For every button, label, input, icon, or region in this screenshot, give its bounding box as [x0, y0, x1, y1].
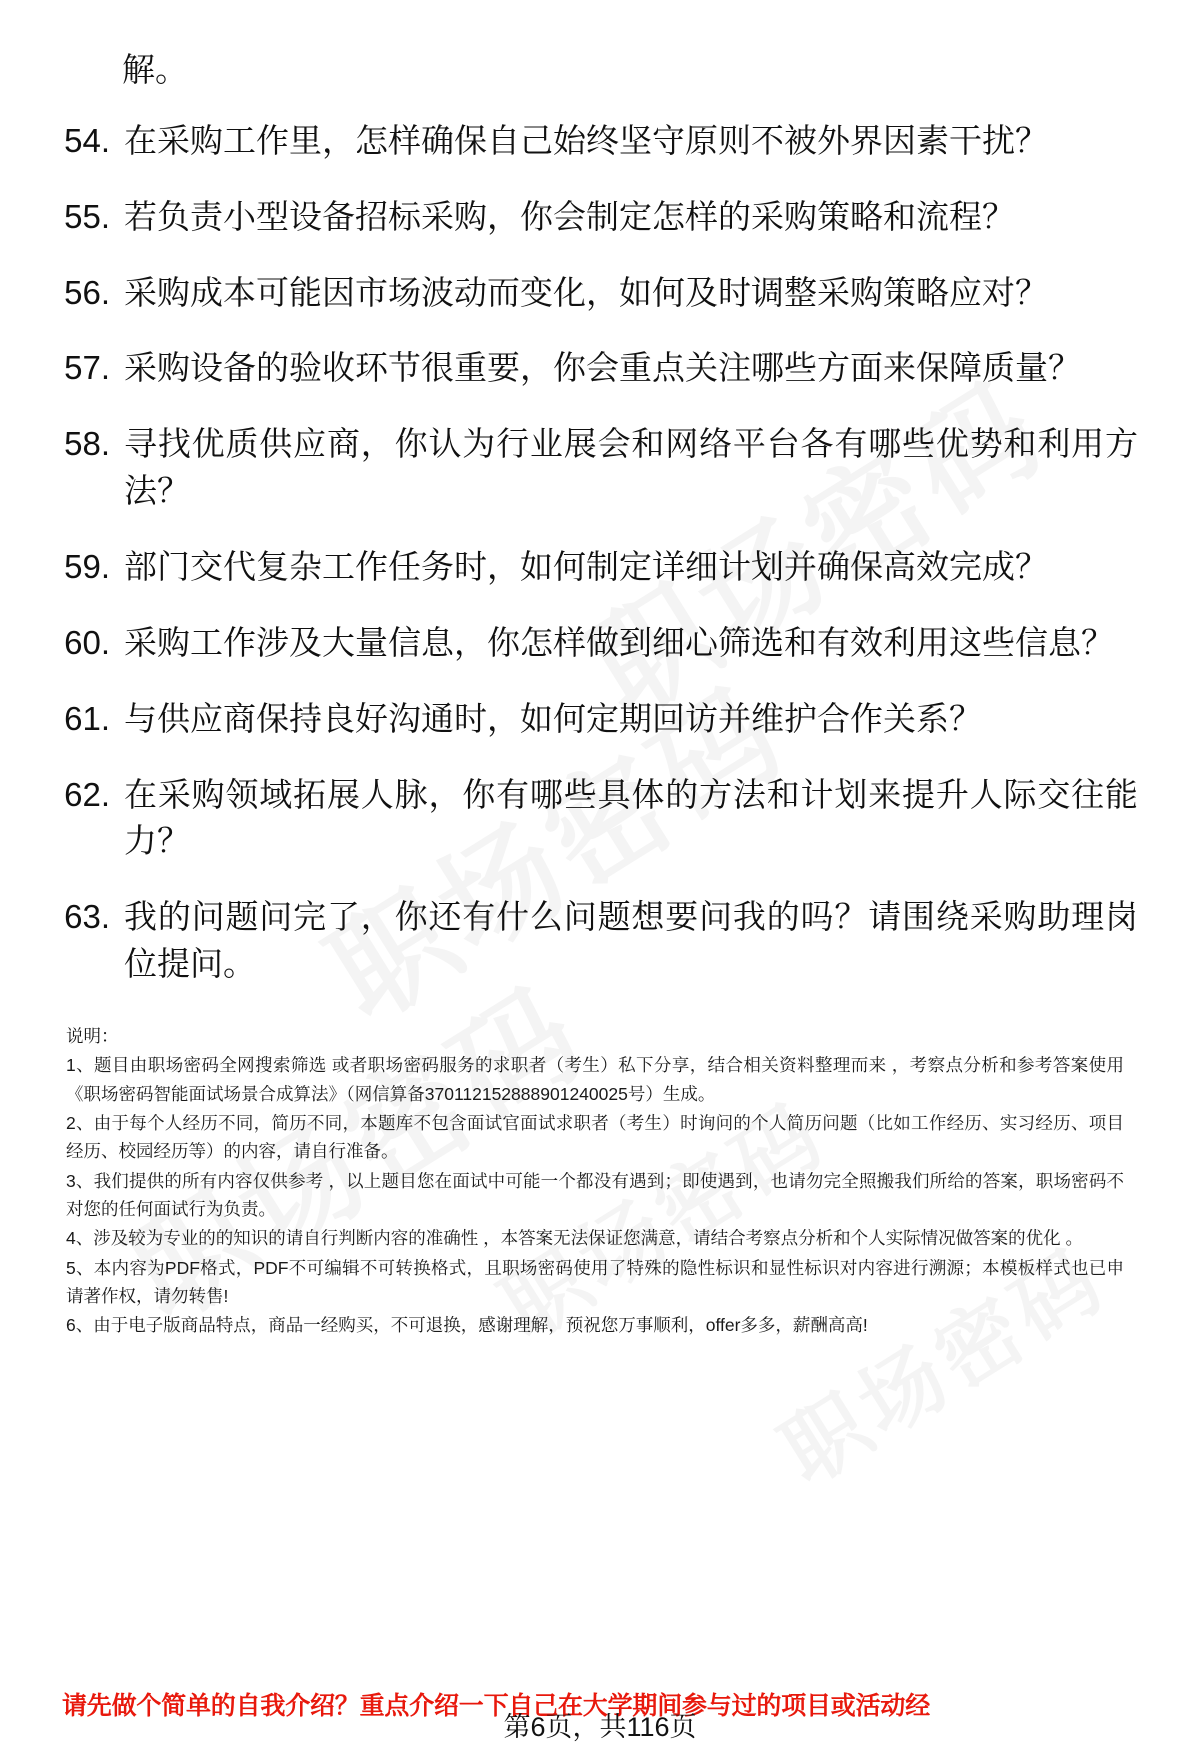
question-number: 61. — [64, 699, 110, 737]
continuation-paragraph: 解。 — [122, 51, 188, 88]
question-text: 采购工作涉及大量信息，你怎样做到细心筛选和有效利用这些信息？ — [124, 623, 1114, 661]
question-text: 寻找优质供应商，你认为行业展会和网络平台各有哪些优势和利用方法？ — [124, 425, 1138, 510]
question-number: 62. — [64, 775, 110, 813]
question-text: 部门交代复杂工作任务时，如何制定详细计划并确保高效完成？ — [124, 548, 1048, 585]
question-number: 54. — [64, 121, 110, 159]
question-item — [62, 421, 1138, 515]
question-item — [62, 194, 1138, 241]
question-item — [62, 894, 1138, 988]
note-line: 4、涉及较为专业的的知识的请自行判断内容的准确性 ，本答案无法保证您满意，请结合考察点分析和个人实际情况做答案的优化 。 — [66, 1228, 1083, 1249]
question-text: 采购设备的验收环节很重要，你会重点关注哪些方面来保障质量？ — [124, 349, 1081, 387]
question-number: 57. — [64, 349, 110, 387]
question-text: 在采购工作里，怎样确保自己始终坚守原则不被外界因素干扰？ — [124, 121, 1048, 159]
question-text: 在采购领域拓展人脉，你有哪些具体的方法和计划来提升人际交往能力？ — [124, 775, 1138, 860]
question-number: 59. — [64, 548, 110, 585]
question-number: 58. — [64, 425, 110, 463]
notes-block — [62, 1022, 1138, 1340]
note-line: 1、题目由职场密码全网搜索筛选 或者职场密码服务的求职者（考生）私下分享，结合相关资料整理而来 ，考察点分析和参考答案使用《职场密码智能面试场景合成算法》（网信算备370112152888901240025号）生成。 — [66, 1055, 1124, 1104]
question-text: 我的问题问完了，你还有什么问题想要问我的吗？请围绕采购助理岗位提问。 — [124, 898, 1138, 983]
question-item — [62, 696, 1138, 743]
red-highlight-prompt: 请先做个简单的自我介绍？重点介绍一下自己在大学期间参与过的项目或活动经 — [62, 1692, 931, 1720]
note-line: 6、由于电子版商品特点，商品一经购买，不可退换，感谢理解，预祝您万事顺利，offer多多，薪酬高高! — [66, 1315, 868, 1336]
question-text: 采购成本可能因市场波动而变化，如何及时调整采购策略应对？ — [124, 273, 1048, 311]
question-item — [62, 772, 1138, 866]
note-line: 3、我们提供的所有内容仅供参考 ，以上题目您在面试中可能一个都没有遇到；即使遇到，也请勿完全照搬我们所给的答案，职场密码不对您的任何面试行为负责。 — [66, 1170, 1124, 1220]
question-item — [62, 544, 1138, 591]
question-item — [62, 620, 1138, 667]
page-number-label: 第6页，共116页 — [503, 1712, 697, 1742]
question-number: 55. — [64, 197, 110, 235]
question-item — [62, 345, 1138, 392]
question-number: 56. — [64, 273, 110, 311]
question-text: 与供应商保持良好沟通时，如何定期回访并维护合作关系？ — [124, 699, 982, 737]
note-line: 2、由于每个人经历不同，简历不同，本题库不包含面试官面试求职者（考生）时询问的个人简历问题（比如工作经历、实习经历、项目经历、校园经历等）的内容，请自行准备。 — [66, 1113, 1124, 1162]
question-item — [62, 270, 1138, 317]
question-number: 63. — [64, 898, 110, 936]
notes-title: 说明： — [66, 1026, 119, 1047]
note-line: 5、本内容为PDF格式，PDF不可编辑不可转换格式，且职场密码使用了特殊的隐性标识和显性标识对内容进行溯源；本模板样式也已申请著作权，请勿转售! — [66, 1257, 1124, 1307]
question-number: 60. — [64, 623, 110, 661]
question-list — [62, 118, 1138, 988]
question-item — [62, 118, 1138, 165]
question-text: 若负责小型设备招标采购，你会制定怎样的采购策略和流程？ — [124, 197, 1015, 235]
